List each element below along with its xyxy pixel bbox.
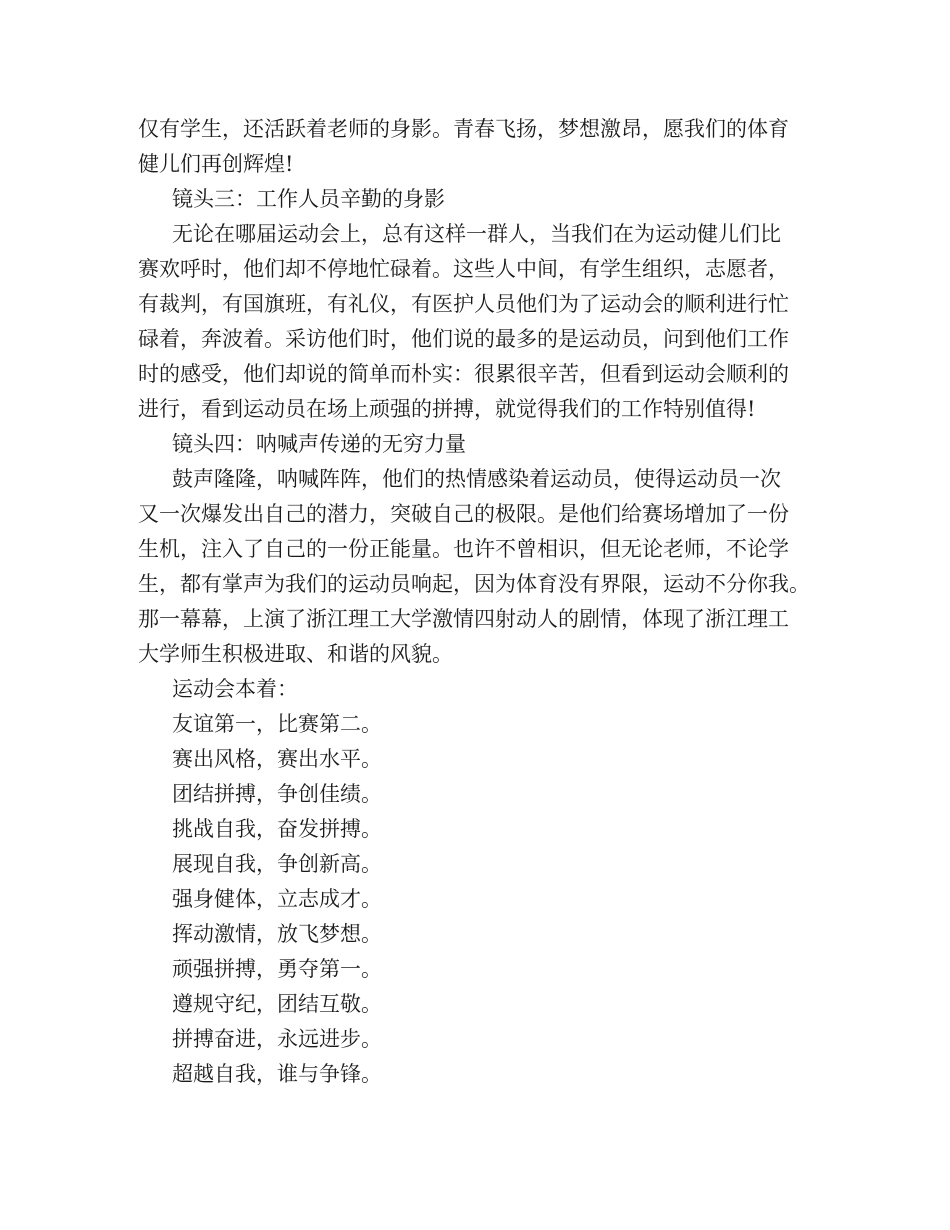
text-line: 赛欢呼时，他们却不停地忙碌着。这些人中间，有学生组织，志愿者， [138, 257, 789, 281]
text-line: 仅有学生，还活跃着老师的身影。青春飞扬，梦想激昂，愿我们的体育 [138, 117, 789, 141]
text-line: 时的感受，他们却说的简单而朴实：很累很辛苦，但看到运动会顺利的 [138, 362, 789, 386]
text-line: 团结拼搏，争创佳绩。 [172, 782, 382, 806]
text-line: 强身健体，立志成才。 [172, 887, 382, 911]
text-line: 无论在哪届运动会上，总有这样一群人，当我们在为运动健儿们比 [172, 222, 781, 246]
text-line: 镜头四：呐喊声传递的无穷力量 [172, 432, 466, 456]
text-line: 有裁判，有国旗班，有礼仪，有医护人员他们为了运动会的顺利进行忙 [138, 292, 789, 316]
text-line: 鼓声隆隆，呐喊阵阵，他们的热情感染着运动员，使得运动员一次 [172, 467, 781, 491]
text-line: 生，都有掌声为我们的运动员响起，因为体育没有界限，运动不分你我。 [138, 572, 810, 596]
text-line: 展现自我，争创新高。 [172, 852, 382, 876]
text-line: 又一次爆发出自己的潜力，突破自己的极限。是他们给赛场增加了一份 [138, 502, 789, 526]
text-line: 进行，看到运动员在场上顽强的拼搏，就觉得我们的工作特别值得! [138, 397, 756, 421]
text-line: 赛出风格，赛出水平。 [172, 747, 382, 771]
text-line: 运动会本着： [172, 677, 298, 701]
text-line: 挑战自我，奋发拼搏。 [172, 817, 382, 841]
text-line: 镜头三：工作人员辛勤的身影 [172, 187, 445, 211]
text-line: 大学师生积极进取、和谐的风貌。 [138, 642, 453, 666]
text-line: 挥动激情，放飞梦想。 [172, 922, 382, 946]
text-line: 超越自我，谁与争锋。 [172, 1062, 382, 1086]
text-line: 拼搏奋进，永远进步。 [172, 1027, 382, 1051]
text-line: 友谊第一，比赛第二。 [172, 712, 382, 736]
document-body [138, 112, 838, 1092]
text-line: 生机，注入了自己的一份正能量。也许不曾相识，但无论老师，不论学 [138, 537, 789, 561]
text-line: 那一幕幕，上演了浙江理工大学激情四射动人的剧情，体现了浙江理工 [138, 607, 789, 631]
text-line: 健儿们再创辉煌! [138, 152, 294, 176]
text-line: 顽强拼搏，勇夺第一。 [172, 957, 382, 981]
text-line: 碌着，奔波着。采访他们时，他们说的最多的是运动员，问到他们工作 [138, 327, 789, 351]
text-line: 遵规守纪，团结互敬。 [172, 992, 382, 1016]
